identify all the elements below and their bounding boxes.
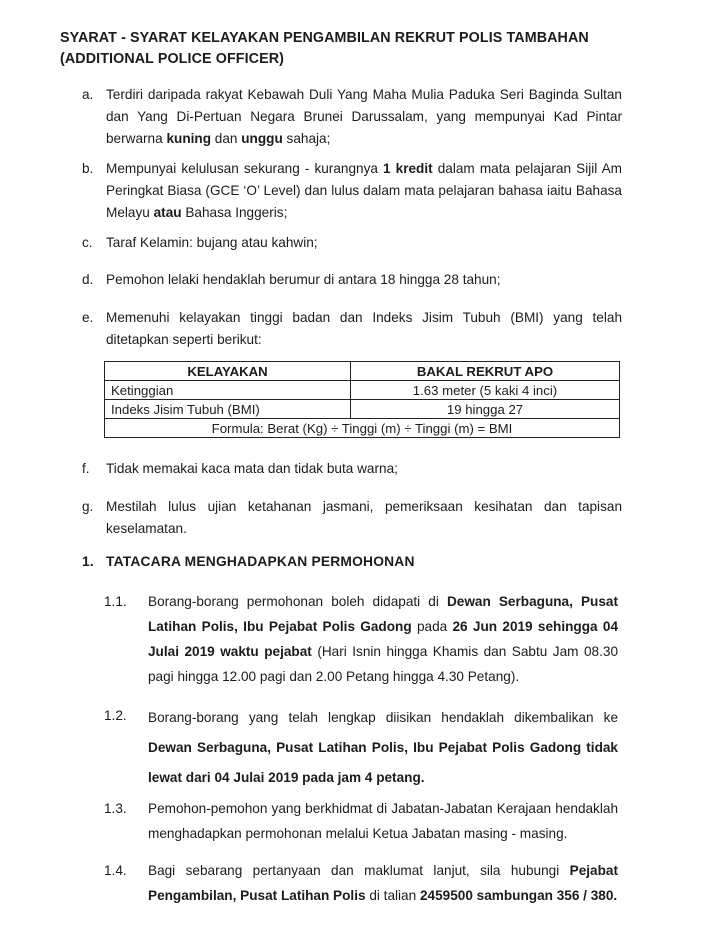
column-header-bakal-rekrut: BAKAL REKRUT APO <box>351 362 620 381</box>
table-cell: 19 hingga 27 <box>351 400 620 419</box>
requirement-label: e. <box>82 310 94 325</box>
procedure-1-1 <box>104 589 618 689</box>
requirement-label: f. <box>82 461 90 476</box>
title-line-2: (ADDITIONAL POLICE OFFICER) <box>60 51 285 67</box>
procedure-1-2 <box>104 703 618 793</box>
requirement-d <box>82 269 622 291</box>
requirement-a <box>82 84 622 150</box>
requirement-g <box>82 496 622 540</box>
table-cell: Ketinggian <box>105 381 351 400</box>
text-segment: dan <box>211 131 242 146</box>
bold-segment: 1 kredit <box>383 161 433 176</box>
requirement-text: Pemohon lelaki hendaklah berumur di antara 18 hingga 28 tahun; <box>106 272 501 287</box>
bold-segment: kuning <box>166 131 212 146</box>
requirement-text: Tidak memakai kaca mata dan tidak buta warna; <box>106 461 398 476</box>
procedure-text <box>148 703 618 793</box>
title-line-1: SYARAT - SYARAT KELAYAKAN PENGAMBILAN REKRUT POLIS TAMBAHAN <box>60 30 589 46</box>
procedure-text <box>148 858 618 908</box>
requirement-label: d. <box>82 272 94 287</box>
procedure-number: 1.2. <box>104 708 127 723</box>
bold-segment: Dewan Serbaguna, Pusat Latihan Polis, Ibu Pejabat Polis Gadong tidak lewat dari 04 Julai 2019 pada jam 4 petang. <box>148 740 618 785</box>
table-cell: 1.63 meter (5 kaki 4 inci) <box>351 381 620 400</box>
text-segment: di talian <box>365 888 420 903</box>
eligibility-table <box>104 361 620 438</box>
requirement-e <box>82 307 622 351</box>
bmi-formula: Formula: Berat (Kg) ÷ Tinggi (m) ÷ Tinggi (m) = BMI <box>105 419 620 438</box>
bold-segment: 26 Jun 2019 sehingga 04 Julai 2019 waktu pejabat <box>148 619 619 659</box>
text-segment: Bagi sebarang pertanyaan dan maklumat lanjut, sila hubungi <box>148 863 570 878</box>
procedure-number: 1.3. <box>104 801 127 816</box>
text-segment: Bahasa Inggeris; <box>181 205 288 220</box>
table-cell: Indeks Jisim Tubuh (BMI) <box>105 400 351 419</box>
bold-segment: unggu <box>241 131 283 146</box>
section-heading <box>82 554 415 569</box>
requirement-text <box>106 158 622 224</box>
requirement-label: c. <box>82 235 93 250</box>
text-segment: Mempunyai kelulusan sekurang - kurangnya <box>106 161 383 176</box>
section-title: TATACARA MENGHADAPKAN PERMOHONAN <box>106 554 415 569</box>
procedure-number: 1.4. <box>104 863 127 878</box>
requirement-label: g. <box>82 499 94 514</box>
document-title <box>60 28 660 70</box>
table-header-row <box>105 362 620 381</box>
requirement-text: Mestilah lulus ujian ketahanan jasmani, pemeriksaan kesihatan dan tapisan keselamatan. <box>106 499 622 536</box>
procedure-text <box>148 589 618 689</box>
requirement-label: a. <box>82 87 94 102</box>
bold-segment: 2459500 sambungan 356 / 380. <box>419 888 618 903</box>
bold-segment: atau <box>153 205 182 220</box>
requirement-label: b. <box>82 161 94 176</box>
text-segment: Terdiri daripada rakyat Kebawah Duli Yang Maha Mulia Paduka Seri Baginda Sultan dan Yang Di-Pertuan Negara Brunei Darussalam, yang mempunyai Kad Pintar berwarna <box>106 87 622 146</box>
requirement-f <box>82 458 622 480</box>
procedure-1-3 <box>104 796 618 846</box>
requirement-text: Taraf Kelamin: bujang atau kahwin; <box>106 235 318 250</box>
requirement-text <box>106 84 622 150</box>
section-number: 1. <box>82 554 94 569</box>
procedure-text: Pemohon-pemohon yang berkhidmat di Jabatan-Jabatan Kerajaan hendaklah menghadapkan permohonan melalui Ketua Jabatan masing - masing. <box>148 801 618 841</box>
procedure-1-4 <box>104 858 618 908</box>
table-row <box>105 400 620 419</box>
procedure-number: 1.1. <box>104 594 127 609</box>
text-segment: (Hari Isnin hingga Khamis dan Sabtu Jam 08.30 pagi hingga 12.00 pagi dan 2.00 Petang hingga 4.30 Petang). <box>148 644 618 684</box>
column-header-kelayakan: KELAYAKAN <box>105 362 351 381</box>
text-segment: Borang-borang permohonan boleh didapati di <box>148 594 447 609</box>
requirement-b <box>82 158 622 224</box>
bold-segment: Dewan Serbaguna, Pusat Latihan Polis, Ibu Pejabat Polis Gadong <box>148 594 618 634</box>
bold-segment: Pejabat Pengambilan, Pusat Latihan Polis <box>148 863 618 903</box>
text-segment: pada <box>411 619 453 634</box>
table-row <box>105 381 620 400</box>
text-segment: Borang-borang yang telah lengkap diisikan hendaklah dikembalikan ke <box>148 710 618 725</box>
text-segment: sahaja; <box>282 131 331 146</box>
text-segment: dalam mata pelajaran Sijil Am Peringkat Biasa (GCE ‘O’ Level) dan lulus dalam mata pelajaran bahasa iaitu Bahasa Melayu <box>106 161 622 220</box>
table-formula-row <box>105 419 620 438</box>
requirement-text: Memenuhi kelayakan tinggi badan dan Indeks Jisim Tubuh (BMI) yang telah ditetapkan seperti berikut: <box>106 310 622 347</box>
requirement-c <box>82 232 622 254</box>
